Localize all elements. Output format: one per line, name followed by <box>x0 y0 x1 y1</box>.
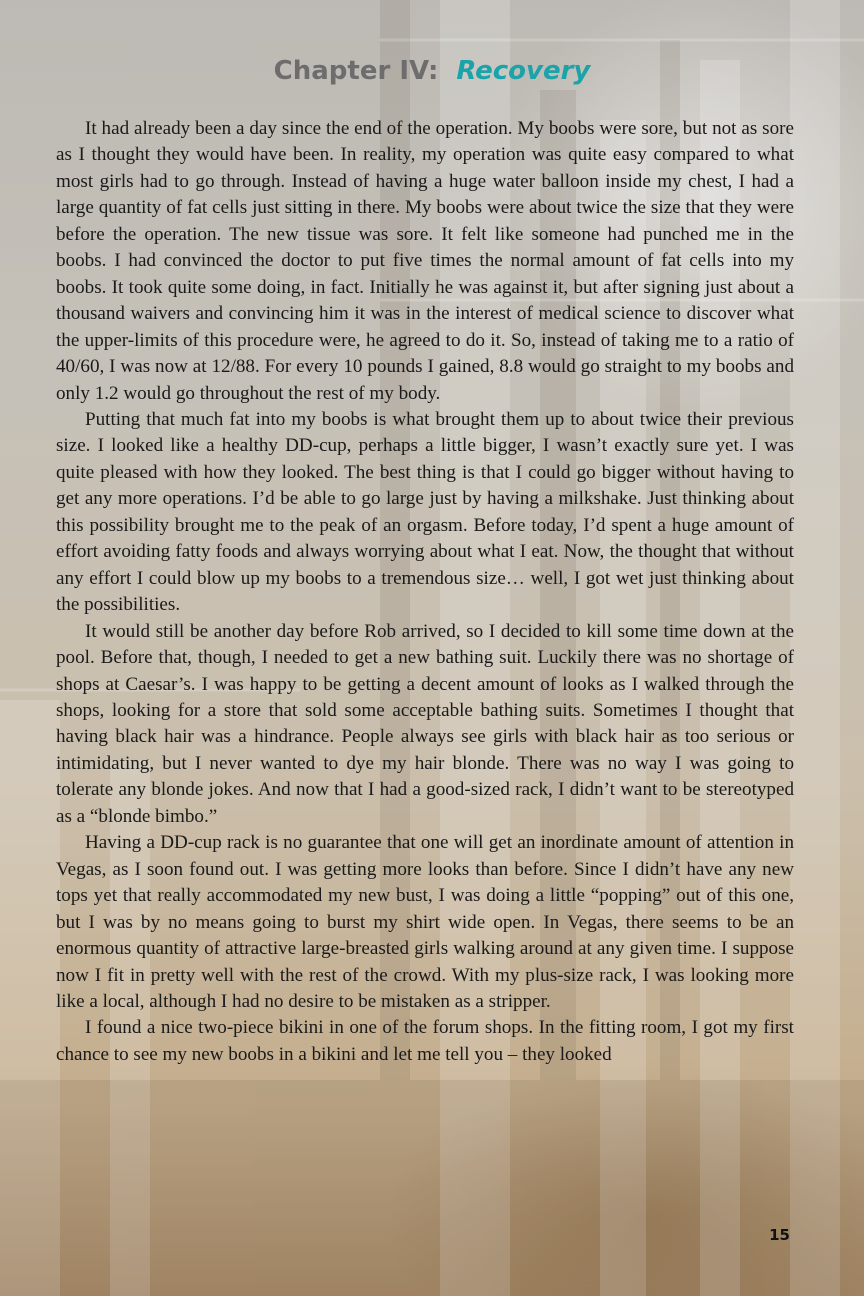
paragraph: Having a DD-cup rack is no guarantee that one will get an inordinate amount of attention in Vegas, as I soon found out. I was getting more looks than before. Since I didn’t have any new tops yet that really accommodated my new bust, I was doing a little “popping” out of this one, but I was by no means going to burst my shirt wide open. In Vegas, there seems to be an enormous quantity of attractive large-breasted girls walking around at any given time. I suppose now I fit in pretty well with the rest of the crowd. With my plus-size rack, I was looking more like a local, although I had no desire to be mistaken as a stripper. <box>56 832 794 1012</box>
paragraph: It would still be another day before Rob arrived, so I decided to kill some time down at the pool. Before that, though, I needed to get a new bathing suit. Luckily there was no shortage of shops at Caesar’s. I was happy to be getting a decent amount of looks as I walked through the shops, looking for a store that sold some acceptable bathing suits. Sometimes I thought that having black hair was a hindrance. People always see girls with black hair as too serious or intimidating, but I never wanted to dye my hair blonde. There was no way I was going to tolerate any blonde jokes. And now that I had a good-sized rack, I didn’t want to be stereotyped as a “blonde bimbo.” <box>56 620 794 827</box>
paragraph: It had already been a day since the end of the operation. My boobs were sore, but not as sore as I thought they would have been. In reality, my operation was quite easy compared to what most girls had to go through. Instead of having a huge water balloon inside my chest, I had a large quantity of fat cells just sitting in there. My boobs were about twice the size that they were before the operation. The new tissue was sore. It felt like someone had punched me in the boobs. I had convinced the doctor to put five times the normal amount of fat cells into my boobs. It took quite some doing, in fact. Initially he was against it, but after signing just about a thousand waivers and convincing him it was in the interest of medical science to discover what the upper-limits of this procedure were, he agreed to do it. So, instead of taking me to a ratio of 40/60, I was now at 12/88. For every 10 pounds I gained, 8.8 would go straight to my boobs and only 1.2 would go throughout the rest of my body. <box>56 118 794 404</box>
paragraph: Putting that much fat into my boobs is what brought them up to about twice their previous size. I looked like a healthy DD-cup, perhaps a little bigger, I wasn’t exactly sure yet. I was quite pleased with how they looked. The best thing is that I could go bigger without having to get any more operations. I’d be able to go large just by having a milkshake. Just thinking about this possibility brought me to the peak of an orgasm. Before today, I’d spent a huge amount of effort avoiding fatty foods and always worrying about what I eat. Now, the thought that without any effort I could blow up my boobs to a tremendous size… well, I got wet just thinking about the possibilities. <box>56 408 794 616</box>
chapter-title: Recovery <box>456 56 591 86</box>
chapter-heading <box>0 56 864 86</box>
paragraph: I found a nice two-piece bikini in one of the forum shops. In the fitting room, I got my first chance to see my new boobs in a bikini and let me tell you – they looked <box>56 1017 794 1065</box>
page-number: 15 <box>769 1226 790 1244</box>
chapter-body <box>56 116 794 1068</box>
chapter-number-label: Chapter IV: <box>273 56 439 86</box>
